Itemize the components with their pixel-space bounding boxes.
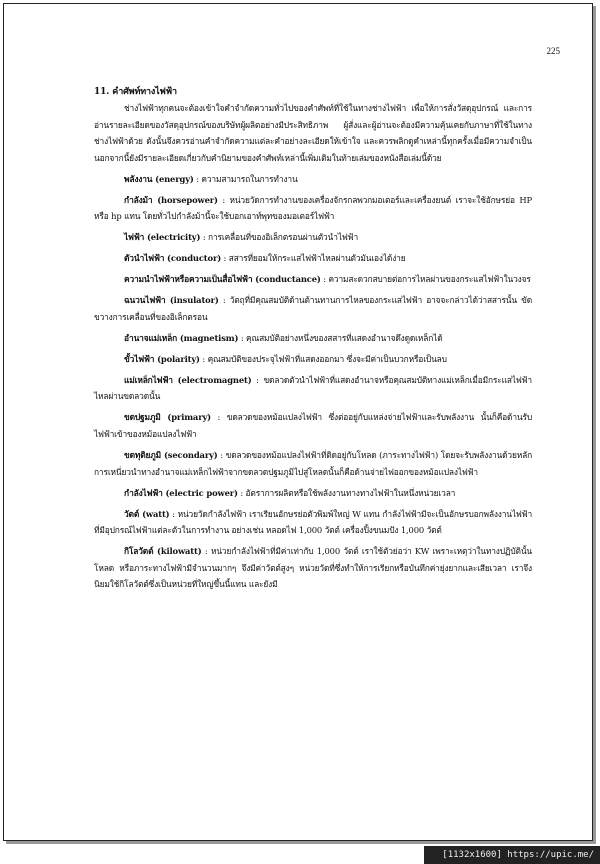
term-entry xyxy=(94,330,532,347)
term-definition: : สสารที่ยอมให้กระแสไฟฟ้าไหลผ่านตัวมันเองได้ง่าย xyxy=(221,253,406,264)
term-name: ขดปฐมภูมิ (primary) xyxy=(124,412,211,423)
term-entry xyxy=(94,271,532,288)
term-name: ขั้วไฟฟ้า (polarity) xyxy=(124,353,200,364)
term-entry xyxy=(94,372,532,405)
term-name: พลังงาน (energy) xyxy=(124,173,194,184)
image-host-watermark: [1132x1600] https://upic.me/ xyxy=(424,846,600,864)
page-content xyxy=(94,84,532,593)
term-definition: : หน่วยวัดกำลังไฟฟ้า เราเรียนอักษรย่อตัวพิมพ์ใหญ่ W แทน กำลังไฟฟ้ามีจะเป็นอักษรบอกพลังงานไฟฟ้าที่มีอุปกรณ์ไฟฟ้าแต่ละตัวในการทำงาน อย่างเช่น หลอดไฟ 1,000 วัตต์ เครื่องปิ้งขนมปัง 1,000 วัตต์ xyxy=(94,508,533,536)
term-definition: : คุณสมบัติอย่างหนึ่งของสสารที่แสดงอำนาจดึงดูดเหล็กได้ xyxy=(238,332,443,343)
term-entry xyxy=(94,171,532,188)
term-entry xyxy=(94,447,532,480)
page-number: 225 xyxy=(546,46,560,56)
term-name: กำลังไฟฟ้า (electric power) xyxy=(124,487,238,498)
term-entry xyxy=(94,292,532,325)
term-definition: : อัตราการผลิตหรือใช้พลังงานทางทางไฟฟ้าในหนึ่งหน่วยเวลา xyxy=(237,487,456,498)
intro-paragraph: ช่างไฟฟ้าทุกคนจะต้องเข้าใจคำจำกัดความทั่วไปของคำศัพท์ที่ใช้ในทางช่างไฟฟ้า เพื่อให้การสั่งวัสดุอุปกรณ์ และการอ่านรายละเอียดของวัสดุอุปกรณ์ของบริษัทผู้ผลิตอย่างมีประสิทธิภาพ ผู้สั่งและผู้อ่านจะต้องมีความคุ้นเคยกับภาษาที่ใช้ในทางช่างไฟฟ้าด้วย ดังนั้นจึงควรอ่านคำจำกัดความแต่ละคำอย่างละเอียดให้เข้าใจ และควรพลิกดูคำเหล่านี้ทุกครั้งเมื่อมีความจำเป็น นอกจากนี้ยังมีรายละเอียดเกี่ยวกับคำนิยามของคำศัพท์เหล่านี้เพิ่มเติมในท้ายเล่มของหนังสือเล่มนี้ด้วย xyxy=(94,103,532,163)
term-definition: : หน่วยกำลังไฟฟ้าที่มีค่าเท่ากับ 1,000 วัตต์ เราใช้ตัวย่อว่า KW เพราะเหตุว่าในทางปฏิบัตินั้นโหลด หรือภาระทางไฟฟ้ามีจำนวนมากๆ จึงมีค่าวัตต์สูงๆ หน่วยวัดที่ซึ่งทำให้การเรียกหรือบันทึกค่ายุ่งยากและเสียเวลา เราจึงนิยมใช้กิโลวัตต์ซึ่งเป็นหน่วยที่ใหญ่ขึ้นนี้แทน และยังมี xyxy=(94,546,532,590)
term-name: ขดทุติยภูมิ (secondary) xyxy=(124,449,218,460)
term-definition: : ขดลวดของหม้อแปลงไฟฟ้า ซึ่งต่ออยู่กับแหล่งจ่ายไฟฟ้าและรับพลังงาน นั้นก็คือด้านรับไฟฟ้าเข้าของหม้อแปลงไฟฟ้า xyxy=(94,412,532,439)
document-page xyxy=(3,3,593,841)
term-entry xyxy=(94,506,532,539)
term-entry xyxy=(94,250,532,267)
term-entry xyxy=(94,543,532,593)
term-entry xyxy=(94,229,532,246)
term-definition: : คุณสมบัติของประจุไฟฟ้าที่แสดงออกมา ซึ่งจะมีค่าเป็นบวกหรือเป็นลบ xyxy=(199,353,447,364)
term-entry xyxy=(94,351,532,368)
section-title: 11. คำศัพท์ทางไฟฟ้า xyxy=(94,87,177,97)
term-name: ฉนวนไฟฟ้า (insulator) xyxy=(124,295,219,306)
term-definition: : การเคลื่อนที่ของอิเล็กตรอนผ่านตัวนำไฟฟ้า xyxy=(200,232,358,243)
term-name: ตัวนำไฟฟ้า (conductor) xyxy=(124,253,222,264)
term-name: อำนาจแม่เหล็ก (magnetism) xyxy=(124,332,239,343)
term-name: ไฟฟ้า (electricity) xyxy=(124,232,201,243)
term-definition: : ความสะดวกสบายต่อการไหลผ่านของกระแสไฟฟ้าในวงจร xyxy=(320,274,531,285)
term-entry xyxy=(94,485,532,502)
term-entry xyxy=(94,409,532,442)
term-name: ความนำไฟฟ้าหรือความเป็นสื่อไฟฟ้า (conductance) xyxy=(124,274,321,285)
term-name: แม่เหล็กไฟฟ้า (electromagnet) xyxy=(124,374,252,385)
term-definition: : ความสามารถในการทำงาน xyxy=(193,173,298,184)
term-entry xyxy=(94,192,532,225)
term-definition: : วัตถุที่มีคุณสมบัติด้านต้านทานการไหลของกระแสไฟฟ้า อาจจะกล่าวได้ว่าสสารนั้น ขัดขวางการเคลื่อนที่ของอิเล็กตรอน xyxy=(94,295,532,322)
term-name: กิโลวัตต์ (kilowatt) xyxy=(124,546,202,557)
term-definition: : ขดลวดของหม้อแปลงไฟฟ้าที่ติดอยู่กับโหลด (ภาระทางไฟฟ้า) โดยจะรับพลังงานด้วยหลักการเหนี่ยวนำทางอำนาจแม่เหล็กไฟฟ้าจากขดลวดปฐมภูมิไปสู่โหลดนั้นก็คือด้านจ่ายไฟออกของหม้อแปลงไฟฟ้า xyxy=(94,449,532,477)
term-definition: : ขดลวดตัวนำไฟฟ้าที่แสดงอำนาจหรือคุณสมบัติทางแม่เหล็กเมื่อมีกระแสไฟฟ้า ไหลผ่านขดลวดนั้น xyxy=(94,374,532,402)
term-name: วัตต์ (watt) xyxy=(124,508,170,519)
term-definition: : หน่วยวัดการทำงานของเครื่องจักรกลพวกมอเตอร์และเครื่องยนต์ เราจะใช้อักษรย่อ HP หรือ hp แทน โดยทั่วไปกำลังม้านี้จะใช้บอกเอาท์พุทของมอเตอร์ไฟฟ้า xyxy=(94,194,533,222)
term-name: กำลังม้า (horsepower) xyxy=(124,194,218,205)
